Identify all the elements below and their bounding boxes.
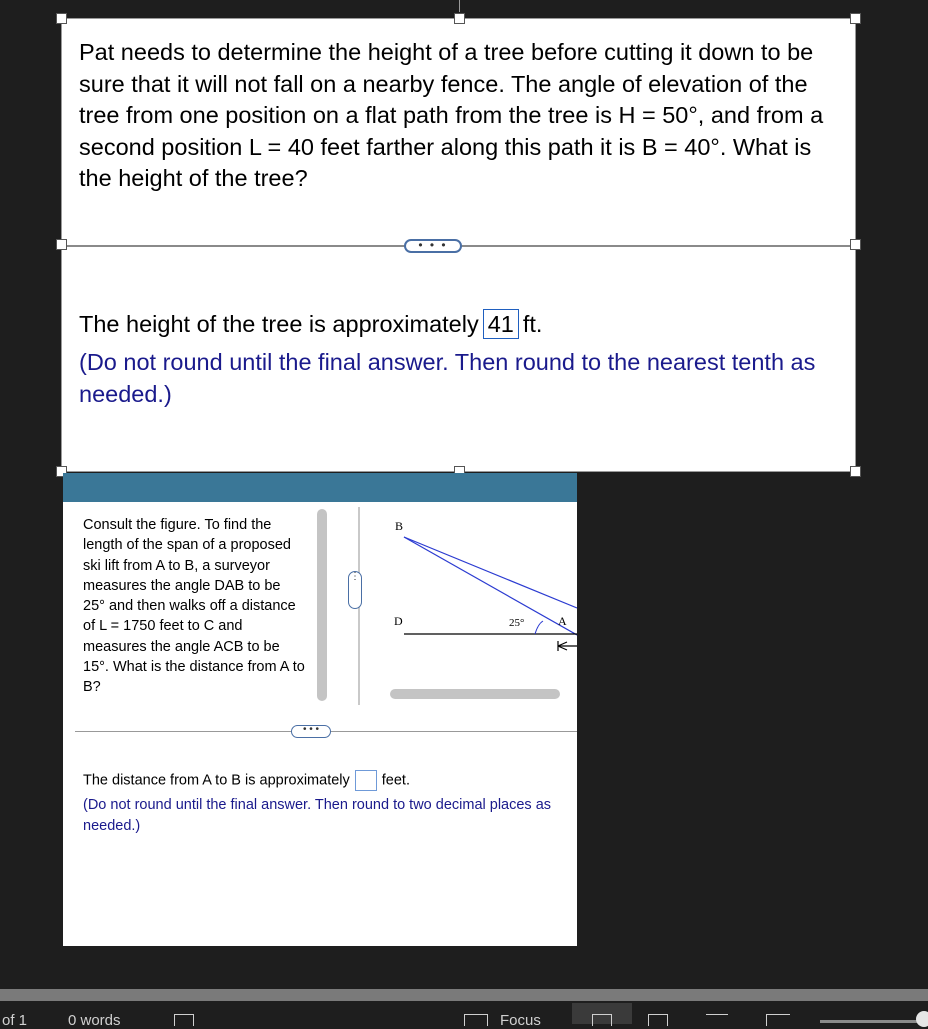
angle-arc — [535, 621, 543, 634]
resize-handle-top-right[interactable] — [850, 13, 861, 24]
page-count[interactable]: of 1 — [2, 1012, 28, 1029]
problem1-answer-prefix: The height of the tree is approximately — [79, 311, 479, 337]
resize-handle-middle-right[interactable] — [850, 239, 861, 250]
problem2-rounding-note: (Do not round until the final answer. Then round to two decimal places as needed.) — [83, 797, 552, 834]
line-b-to-a — [404, 537, 577, 608]
pane-resize-grip[interactable]: ⋮ — [348, 571, 362, 609]
zoom-slider[interactable] — [820, 1020, 920, 1023]
problem1-image[interactable] — [61, 18, 856, 472]
read-mode-icon[interactable] — [592, 1014, 612, 1026]
problem1-answer-box[interactable]: 41 — [483, 309, 519, 339]
label-b: B — [395, 519, 404, 533]
resize-handle-top-left[interactable] — [56, 13, 67, 24]
problem2-answer-box[interactable] — [355, 770, 377, 791]
label-a: A — [558, 614, 567, 628]
problem2-header-bar — [63, 473, 577, 502]
horizontal-scrollbar[interactable] — [0, 989, 928, 1001]
web-layout-icon[interactable] — [706, 1014, 728, 1026]
focus-icon[interactable] — [464, 1014, 488, 1026]
resize-handle-top-center[interactable] — [454, 13, 465, 24]
question-scrollbar[interactable] — [317, 509, 327, 701]
rotate-handle-line — [459, 0, 460, 12]
label-d: D — [394, 614, 403, 628]
focus-mode[interactable]: Focus — [500, 1012, 541, 1029]
problem2-answer-unit: feet. — [381, 772, 410, 789]
ski-lift-figure — [388, 509, 577, 689]
problem1-answer-unit: ft. — [522, 311, 543, 337]
print-layout-icon[interactable] — [648, 1014, 668, 1026]
proofing-icon[interactable] — [174, 1014, 194, 1026]
problem2-answer-line — [83, 770, 410, 791]
problem2-more-button[interactable]: • • • — [291, 725, 331, 738]
problem1-answer-line — [79, 308, 542, 340]
status-bar — [0, 1003, 928, 1029]
label-angle: 25° — [509, 617, 525, 629]
problem1-more-button[interactable]: • • • — [404, 239, 462, 253]
line-b-to-c — [404, 537, 577, 635]
problem2-image[interactable] — [63, 473, 577, 946]
resize-handle-bottom-right[interactable] — [850, 466, 861, 477]
problem1-question: Pat needs to determine the height of a tree before cutting it down to be sure that it will not fall on a nearby fence. The angle of elevation of the tree from one position on a flat path from the tree is H = 50°, and from a second position L = 40 feet farther along this path it is B = 40°. What is the height of the tree? — [79, 39, 824, 191]
zoom-slider-thumb[interactable] — [916, 1011, 928, 1027]
resize-handle-middle-left[interactable] — [56, 239, 67, 250]
word-count[interactable]: 0 words — [68, 1012, 121, 1029]
figure-scrollbar[interactable] — [390, 689, 560, 699]
problem1-rounding-note: (Do not round until the final answer. Then round to the nearest tenth as needed.) — [79, 349, 816, 407]
problem2-question: Consult the figure. To find the length of the span of a proposed ski lift from A to B, a surveyor measures the angle DAB to be 25° and then walks off a distance of L = 1750 feet to C and measures the angle ACB to be 15°. What is the distance from A to B? — [83, 517, 305, 696]
problem2-answer-prefix: The distance from A to B is approximately — [83, 772, 350, 789]
outline-icon[interactable] — [766, 1014, 790, 1026]
